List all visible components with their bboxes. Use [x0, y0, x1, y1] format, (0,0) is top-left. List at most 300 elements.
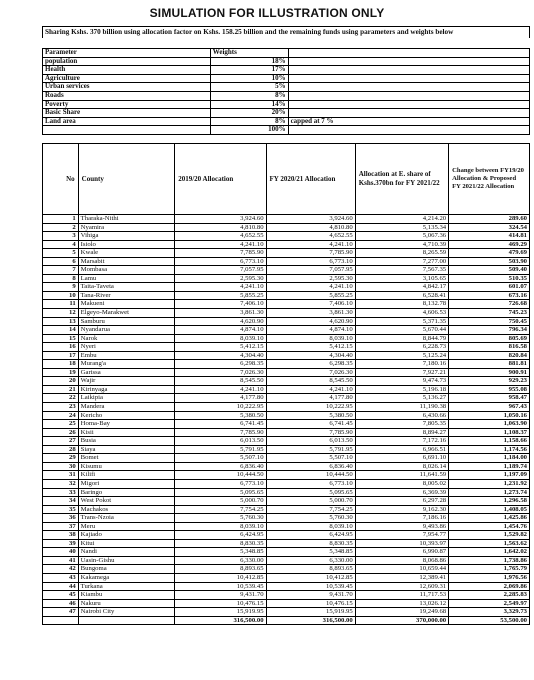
table-row	[43, 411, 530, 420]
row-change: 805.69	[449, 334, 530, 343]
row-no: 2	[43, 223, 79, 232]
row-change: 1,563.62	[449, 539, 530, 548]
table-row	[43, 522, 530, 531]
row-change: 3,329.73	[449, 608, 530, 617]
row-no: 25	[43, 420, 79, 429]
row-2021-22: 6,430.66	[355, 411, 448, 420]
row-2021-22: 8,132.78	[355, 300, 448, 309]
row-2020-21: 7,057.95	[266, 266, 355, 275]
row-2021-22: 12,389.41	[355, 573, 448, 582]
row-2021-22: 8,068.86	[355, 556, 448, 565]
row-county: Nyandarua	[78, 326, 175, 335]
row-2019-20: 6,741.45	[175, 420, 266, 429]
row-2021-22: 8,844.79	[355, 334, 448, 343]
parameter-note	[288, 91, 529, 100]
row-change: 324.54	[449, 223, 530, 232]
parameters-table	[42, 48, 530, 135]
row-county: Kakamega	[78, 573, 175, 582]
row-change: 509.40	[449, 266, 530, 275]
row-2019-20: 5,412.15	[175, 343, 266, 352]
table-row	[43, 377, 530, 386]
parameter-weight: 14%	[210, 100, 288, 109]
parameter-name: Roads	[43, 91, 211, 100]
row-2021-22: 4,842.17	[355, 283, 448, 292]
row-no: 46	[43, 599, 79, 608]
row-2021-22: 7,277.00	[355, 257, 448, 266]
row-county: Makueni	[78, 300, 175, 309]
row-change: 1,529.82	[449, 531, 530, 540]
row-2019-20: 7,785.90	[175, 428, 266, 437]
row-2019-20: 4,177.80	[175, 394, 266, 403]
row-change: 1,425.86	[449, 514, 530, 523]
row-2021-22: 6,990.87	[355, 548, 448, 557]
row-2020-21: 6,773.10	[266, 479, 355, 488]
row-county: Busia	[78, 437, 175, 446]
parameter-weight: 5%	[210, 83, 288, 92]
row-2021-22: 8,026.14	[355, 462, 448, 471]
total-row	[43, 616, 530, 625]
row-county: Nyamira	[78, 223, 175, 232]
row-county: Nakuru	[78, 599, 175, 608]
table-row	[43, 334, 530, 343]
parameter-note	[288, 74, 529, 83]
row-county: Narok	[78, 334, 175, 343]
row-2019-20: 8,039.10	[175, 522, 266, 531]
row-2020-21: 4,241.10	[266, 385, 355, 394]
row-county: Kiambu	[78, 591, 175, 600]
parameter-note: capped at 7 %	[288, 117, 529, 126]
row-2021-22: 6,691.10	[355, 454, 448, 463]
table-row	[43, 223, 530, 232]
row-2019-20: 5,791.95	[175, 445, 266, 454]
row-2019-20: 5,095.65	[175, 488, 266, 497]
row-2021-22: 7,927.21	[355, 368, 448, 377]
row-county: Tana-River	[78, 291, 175, 300]
row-2020-21: 2,595.30	[266, 274, 355, 283]
row-change: 1,642.02	[449, 548, 530, 557]
table-row	[43, 274, 530, 283]
parameter-note	[288, 126, 529, 135]
row-2019-20: 5,507.10	[175, 454, 266, 463]
row-2020-21: 5,412.15	[266, 343, 355, 352]
row-2021-22: 7,954.77	[355, 531, 448, 540]
row-2019-20: 7,754.25	[175, 505, 266, 514]
row-2019-20: 4,304.40	[175, 351, 266, 360]
row-2021-22: 12,609.31	[355, 582, 448, 591]
row-change: 958.47	[449, 394, 530, 403]
row-change: 820.84	[449, 351, 530, 360]
header-no: No	[43, 144, 79, 215]
total-2019-20: 316,500.00	[175, 616, 266, 625]
row-2021-22: 7,172.16	[355, 437, 448, 446]
row-2019-20: 9,431.70	[175, 591, 266, 600]
row-2021-22: 8,005.02	[355, 479, 448, 488]
row-no: 44	[43, 582, 79, 591]
row-2019-20: 5,348.85	[175, 548, 266, 557]
row-change: 929.23	[449, 377, 530, 386]
row-2019-20: 10,476.15	[175, 599, 266, 608]
row-county: West Pokot	[78, 497, 175, 506]
table-row	[43, 437, 530, 446]
table-row	[43, 240, 530, 249]
row-county: Homa-Bay	[78, 420, 175, 429]
row-2019-20: 4,241.10	[175, 283, 266, 292]
row-2020-21: 3,861.30	[266, 309, 355, 318]
row-2021-22: 5,670.44	[355, 326, 448, 335]
row-change: 796.34	[449, 326, 530, 335]
table-row	[43, 291, 530, 300]
sharing-note: Sharing Kshs. 370 billion using allocation factor on Kshs. 158.25 billion and the remaining funds using parameters and weights below	[42, 26, 530, 38]
row-2019-20: 4,810.80	[175, 223, 266, 232]
row-2019-20: 6,773.10	[175, 479, 266, 488]
row-no: 12	[43, 309, 79, 318]
table-row	[43, 556, 530, 565]
row-no: 29	[43, 454, 79, 463]
row-change: 1,063.90	[449, 420, 530, 429]
row-change: 2,549.97	[449, 599, 530, 608]
row-county: Vihiga	[78, 232, 175, 241]
row-2021-22: 11,641.59	[355, 471, 448, 480]
row-no: 47	[43, 608, 79, 617]
row-2020-21: 5,380.50	[266, 411, 355, 420]
table-row	[43, 360, 530, 369]
row-county: Mandera	[78, 403, 175, 412]
row-county: Samburu	[78, 317, 175, 326]
row-change: 1,231.92	[449, 479, 530, 488]
row-county: Laikipia	[78, 394, 175, 403]
row-2020-21: 7,754.25	[266, 505, 355, 514]
table-row	[43, 514, 530, 523]
row-2020-21: 7,785.90	[266, 428, 355, 437]
row-2020-21: 10,444.50	[266, 471, 355, 480]
row-2021-22: 5,136.27	[355, 394, 448, 403]
row-no: 17	[43, 351, 79, 360]
row-no: 8	[43, 274, 79, 283]
row-no: 28	[43, 445, 79, 454]
row-county: Kisumu	[78, 462, 175, 471]
table-row	[43, 326, 530, 335]
table-row	[43, 351, 530, 360]
row-county: Bungoma	[78, 565, 175, 574]
row-2019-20: 4,241.10	[175, 385, 266, 394]
row-2019-20: 10,222.95	[175, 403, 266, 412]
total-no	[43, 616, 79, 625]
table-row	[43, 591, 530, 600]
parameter-weight: 18%	[210, 57, 288, 66]
parameter-weight: 8%	[210, 117, 288, 126]
parameter-row	[43, 91, 530, 100]
row-change: 1,050.16	[449, 411, 530, 420]
row-2020-21: 4,810.80	[266, 223, 355, 232]
row-2021-22: 6,528.41	[355, 291, 448, 300]
row-2020-21: 3,924.60	[266, 215, 355, 224]
weights-header: Weights	[210, 49, 288, 58]
row-2020-21: 15,919.95	[266, 608, 355, 617]
page-title: SIMULATION FOR ILLUSTRATION ONLY	[149, 6, 385, 20]
row-2020-21: 6,330.00	[266, 556, 355, 565]
row-2020-21: 8,039.10	[266, 522, 355, 531]
table-row	[43, 317, 530, 326]
row-county: Kajiado	[78, 531, 175, 540]
row-2019-20: 6,298.35	[175, 360, 266, 369]
parameter-row	[43, 83, 530, 92]
row-change: 816.58	[449, 343, 530, 352]
row-change: 1,296.58	[449, 497, 530, 506]
table-row	[43, 454, 530, 463]
row-2020-21: 4,874.10	[266, 326, 355, 335]
row-2019-20: 10,444.50	[175, 471, 266, 480]
table-row	[43, 608, 530, 617]
row-2021-22: 6,297.28	[355, 497, 448, 506]
row-2019-20: 8,039.10	[175, 334, 266, 343]
parameter-row	[43, 117, 530, 126]
row-2019-20: 8,545.50	[175, 377, 266, 386]
row-change: 673.16	[449, 291, 530, 300]
row-no: 22	[43, 394, 79, 403]
row-county: Uasin-Gishu	[78, 556, 175, 565]
row-county: Nairobi City	[78, 608, 175, 617]
row-change: 1,976.56	[449, 573, 530, 582]
row-2020-21: 5,348.85	[266, 548, 355, 557]
row-no: 9	[43, 283, 79, 292]
row-no: 33	[43, 488, 79, 497]
header-change: Change between FY19/20 Allocation & Proposed FY 2021/22 Allocation	[449, 144, 530, 215]
row-2020-21: 4,652.55	[266, 232, 355, 241]
total-county	[78, 616, 175, 625]
row-2020-21: 6,836.40	[266, 462, 355, 471]
row-county: Tharaka-Nithi	[78, 215, 175, 224]
row-2021-22: 9,474.73	[355, 377, 448, 386]
row-2020-21: 5,760.30	[266, 514, 355, 523]
table-row	[43, 462, 530, 471]
row-2020-21: 8,893.65	[266, 565, 355, 574]
row-2019-20: 5,000.70	[175, 497, 266, 506]
row-no: 13	[43, 317, 79, 326]
row-2019-20: 7,406.10	[175, 300, 266, 309]
parameter-note	[288, 100, 529, 109]
table-header-row	[43, 144, 530, 215]
row-no: 21	[43, 385, 79, 394]
row-no: 1	[43, 215, 79, 224]
total-2020-21: 316,500.00	[266, 616, 355, 625]
row-no: 5	[43, 249, 79, 258]
row-change: 745.23	[449, 309, 530, 318]
row-2019-20: 3,924.60	[175, 215, 266, 224]
parameter-row	[43, 100, 530, 109]
row-2021-22: 4,710.39	[355, 240, 448, 249]
row-change: 726.68	[449, 300, 530, 309]
parameter-row	[43, 57, 530, 66]
row-2021-22: 6,228.73	[355, 343, 448, 352]
parameter-name: Urban services	[43, 83, 211, 92]
row-county: Machakos	[78, 505, 175, 514]
row-2020-21: 5,855.25	[266, 291, 355, 300]
row-no: 20	[43, 377, 79, 386]
row-2021-22: 5,196.18	[355, 385, 448, 394]
parameter-row	[43, 66, 530, 75]
table-row	[43, 309, 530, 318]
parameter-row	[43, 74, 530, 83]
row-county: Baringo	[78, 488, 175, 497]
row-2019-20: 6,013.50	[175, 437, 266, 446]
row-no: 42	[43, 565, 79, 574]
total-2021-22: 370,000.00	[355, 616, 448, 625]
row-no: 19	[43, 368, 79, 377]
row-2019-20: 10,539.45	[175, 582, 266, 591]
table-row	[43, 582, 530, 591]
row-2020-21: 4,304.40	[266, 351, 355, 360]
parameter-name: Basic Share	[43, 109, 211, 118]
table-row	[43, 565, 530, 574]
row-change: 503.90	[449, 257, 530, 266]
row-2019-20: 4,620.90	[175, 317, 266, 326]
parameter-name: Agriculture	[43, 74, 211, 83]
header-2019-20: 2019/20 Allocation	[175, 144, 266, 215]
row-2021-22: 7,186.16	[355, 514, 448, 523]
row-change: 1,273.74	[449, 488, 530, 497]
row-change: 2,285.83	[449, 591, 530, 600]
row-2021-22: 5,125.24	[355, 351, 448, 360]
row-2020-21: 6,424.95	[266, 531, 355, 540]
row-2019-20: 7,785.90	[175, 249, 266, 258]
row-no: 30	[43, 462, 79, 471]
row-change: 1,189.74	[449, 462, 530, 471]
row-county: Garissa	[78, 368, 175, 377]
row-2021-22: 9,162.30	[355, 505, 448, 514]
table-row	[43, 257, 530, 266]
row-change: 289.60	[449, 215, 530, 224]
row-county: Lamu	[78, 274, 175, 283]
row-no: 23	[43, 403, 79, 412]
table-row	[43, 505, 530, 514]
row-no: 45	[43, 591, 79, 600]
row-change: 1,408.05	[449, 505, 530, 514]
total-change: 53,500.00	[449, 616, 530, 625]
table-row	[43, 428, 530, 437]
row-no: 4	[43, 240, 79, 249]
table-row	[43, 385, 530, 394]
row-2021-22: 6,369.39	[355, 488, 448, 497]
row-2021-22: 11,717.53	[355, 591, 448, 600]
table-row	[43, 548, 530, 557]
row-2020-21: 10,412.85	[266, 573, 355, 582]
row-2021-22: 10,659.44	[355, 565, 448, 574]
parameter-weight: 20%	[210, 109, 288, 118]
row-2020-21: 6,013.50	[266, 437, 355, 446]
row-2021-22: 9,493.86	[355, 522, 448, 531]
row-2021-22: 7,805.35	[355, 420, 448, 429]
row-2020-21: 5,791.95	[266, 445, 355, 454]
row-2020-21: 6,298.35	[266, 360, 355, 369]
row-county: Marsabit	[78, 257, 175, 266]
table-row	[43, 266, 530, 275]
row-county: Taita-Taveta	[78, 283, 175, 292]
row-2020-21: 8,830.35	[266, 539, 355, 548]
row-2020-21: 5,507.10	[266, 454, 355, 463]
table-row	[43, 573, 530, 582]
row-2019-20: 6,773.10	[175, 257, 266, 266]
row-county: Wajir	[78, 377, 175, 386]
parameter-header: Parameter	[43, 49, 211, 58]
parameters-header-row	[43, 49, 530, 58]
row-2019-20: 4,874.10	[175, 326, 266, 335]
row-2020-21: 7,785.90	[266, 249, 355, 258]
row-change: 1,174.56	[449, 445, 530, 454]
parameter-name: Land area	[43, 117, 211, 126]
row-2020-21: 4,620.90	[266, 317, 355, 326]
table-row	[43, 215, 530, 224]
row-county: Kitui	[78, 539, 175, 548]
row-2019-20: 6,836.40	[175, 462, 266, 471]
row-county: Embu	[78, 351, 175, 360]
row-2020-21: 10,222.95	[266, 403, 355, 412]
row-2019-20: 10,412.85	[175, 573, 266, 582]
row-no: 40	[43, 548, 79, 557]
row-2019-20: 3,861.30	[175, 309, 266, 318]
row-2019-20: 4,241.10	[175, 240, 266, 249]
row-change: 479.69	[449, 249, 530, 258]
row-no: 16	[43, 343, 79, 352]
row-2020-21: 7,026.30	[266, 368, 355, 377]
row-2019-20: 5,760.30	[175, 514, 266, 523]
table-row	[43, 497, 530, 506]
parameter-weight: 100%	[210, 126, 288, 135]
parameter-note	[288, 57, 529, 66]
row-county: Elgeyo-Marakwet	[78, 309, 175, 318]
row-2020-21: 4,241.10	[266, 283, 355, 292]
parameter-note	[288, 109, 529, 118]
row-2020-21: 5,000.70	[266, 497, 355, 506]
row-no: 10	[43, 291, 79, 300]
row-no: 26	[43, 428, 79, 437]
row-no: 34	[43, 497, 79, 506]
table-row	[43, 531, 530, 540]
row-2020-21: 10,539.45	[266, 582, 355, 591]
row-change: 1,738.86	[449, 556, 530, 565]
table-row	[43, 445, 530, 454]
row-2019-20: 5,380.50	[175, 411, 266, 420]
table-row	[43, 394, 530, 403]
row-2020-21: 4,241.10	[266, 240, 355, 249]
row-2021-22: 4,214.20	[355, 215, 448, 224]
row-no: 31	[43, 471, 79, 480]
row-2019-20: 8,893.65	[175, 565, 266, 574]
row-2021-22: 4,606.53	[355, 309, 448, 318]
row-no: 11	[43, 300, 79, 309]
table-row	[43, 539, 530, 548]
table-row	[43, 403, 530, 412]
row-county: Kilifi	[78, 471, 175, 480]
row-change: 881.81	[449, 360, 530, 369]
row-no: 39	[43, 539, 79, 548]
row-2020-21: 8,039.10	[266, 334, 355, 343]
row-no: 38	[43, 531, 79, 540]
row-county: Trans-Nzoia	[78, 514, 175, 523]
table-row	[43, 368, 530, 377]
row-change: 601.07	[449, 283, 530, 292]
row-change: 2,069.86	[449, 582, 530, 591]
row-2021-22: 13,026.12	[355, 599, 448, 608]
parameter-name: Poverty	[43, 100, 211, 109]
row-no: 43	[43, 573, 79, 582]
row-county: Turkana	[78, 582, 175, 591]
table-row	[43, 479, 530, 488]
row-county: Migori	[78, 479, 175, 488]
row-county: Kirinyaga	[78, 385, 175, 394]
allocation-table	[42, 143, 530, 625]
parameter-row	[43, 126, 530, 135]
parameter-note	[288, 83, 529, 92]
